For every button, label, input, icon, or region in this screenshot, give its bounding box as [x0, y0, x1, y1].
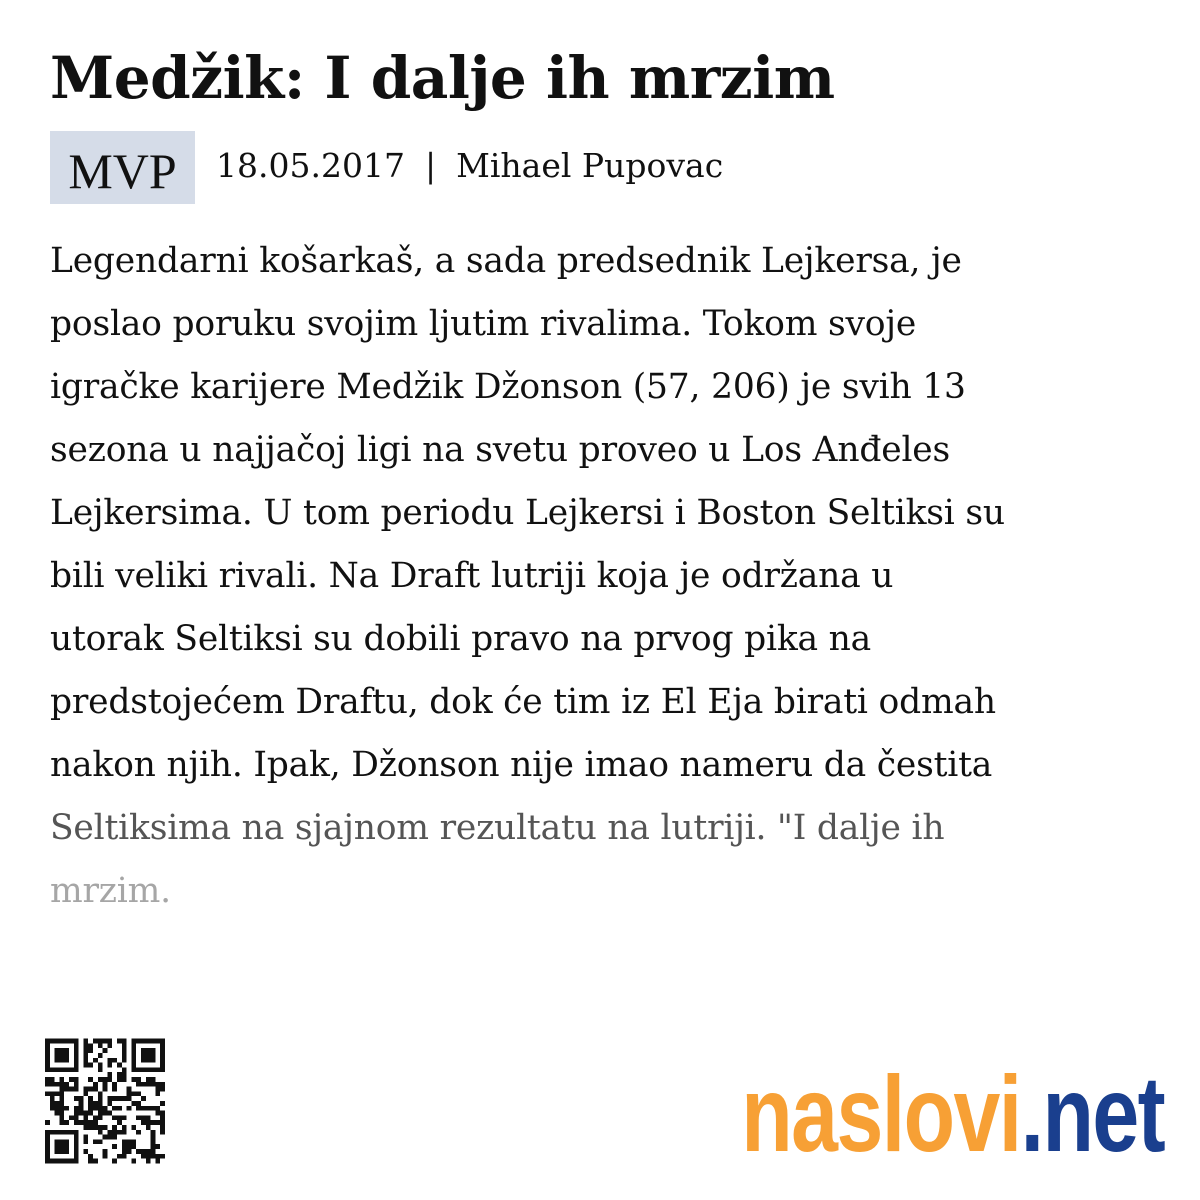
- body-line: predstojećem Draftu, dok će tim iz El Eja birati odmah: [50, 682, 996, 722]
- article-body: [50, 230, 1160, 923]
- body-line: bili veliki rivali. Na Draft lutriji koja je održana u: [50, 556, 894, 596]
- logo-tld-text: .net: [1020, 1053, 1164, 1174]
- article-meta: [50, 131, 723, 204]
- body-line: sezona u najjačoj ligi na svetu proveo u Los Anđeles: [50, 430, 951, 470]
- body-line: poslao poruku svojim ljutim rivalima. Tokom svoje: [50, 304, 917, 344]
- body-line: Seltiksima na sjajnom rezultatu na lutriji. "I dalje ih: [50, 808, 945, 848]
- logo-main-text: naslovi: [741, 1053, 1021, 1174]
- category-badge[interactable]: MVP: [50, 131, 195, 204]
- body-line: mrzim.: [50, 871, 171, 911]
- site-logo[interactable]: [741, 1053, 1164, 1174]
- meta-info: [216, 131, 723, 201]
- article-date: 18.05.2017: [216, 146, 405, 185]
- qr-code-icon[interactable]: [45, 1038, 165, 1164]
- article-author[interactable]: Mihael Pupovac: [456, 146, 724, 185]
- body-line: Legendarni košarkaš, a sada predsednik Lejkersa, je: [50, 241, 962, 281]
- body-line: nakon njih. Ipak, Džonson nije imao nameru da čestita: [50, 745, 993, 785]
- body-line: igračke karijere Medžik Džonson (57, 206) je svih 13: [50, 367, 966, 407]
- body-line: Lejkersima. U tom periodu Lejkersi i Boston Seltiksi su: [50, 493, 1005, 533]
- meta-separator: |: [424, 146, 437, 185]
- body-line: utorak Seltiksi su dobili pravo na prvog pika na: [50, 619, 872, 659]
- article-title: Medžik: I dalje ih mrzim: [50, 44, 835, 112]
